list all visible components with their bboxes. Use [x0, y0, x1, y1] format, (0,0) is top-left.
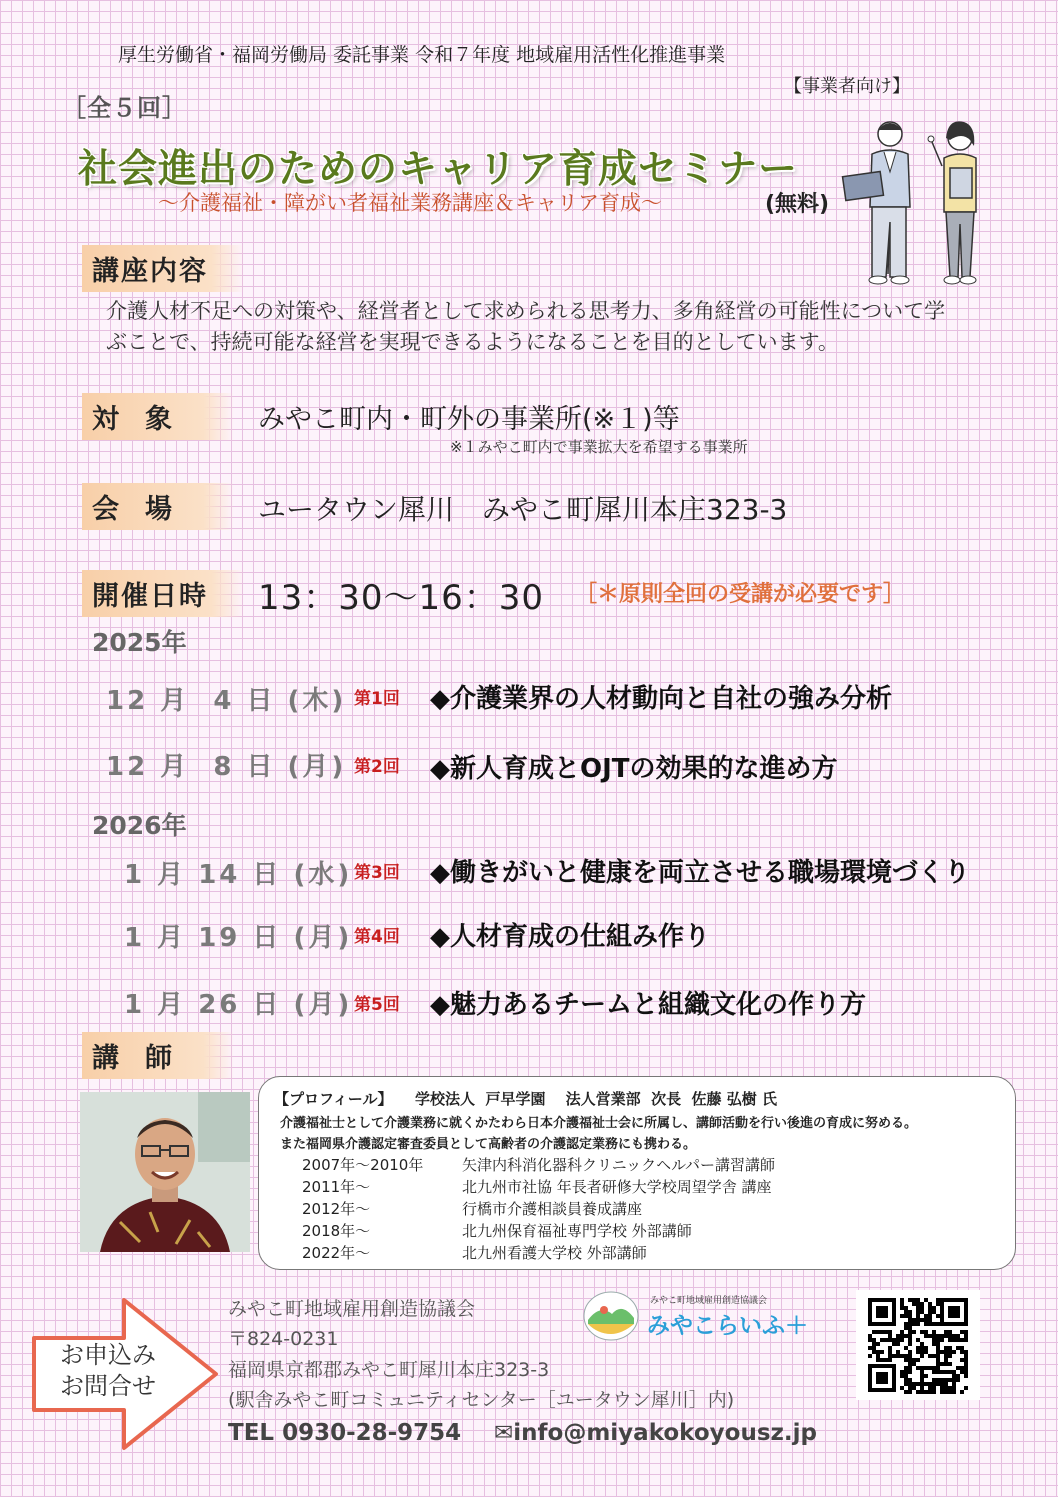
profile-text: 介護福祉士として介護業務に就くかたわら日本介護福祉士会に所属し、講師活動を行い後進の育成に努める。: [280, 1116, 918, 1131]
course-label: 講座内容: [82, 245, 244, 292]
session-number: 第1回: [354, 689, 400, 709]
teacher-photo: [80, 1092, 250, 1252]
session-number: 第3回: [354, 863, 400, 883]
session-title: ◆介護業界の人材動向と自社の強み分析: [430, 684, 892, 714]
year-2026: 2026年: [92, 811, 187, 840]
people-illustration: [838, 112, 998, 287]
org-address: 福岡県京都郡みやこ町犀川本庄323-3: [228, 1359, 550, 1381]
history-period: 2012年～: [302, 1200, 371, 1218]
history-period: 2007年～2010年: [302, 1156, 424, 1174]
logo-icon: [582, 1290, 640, 1342]
session-title: ◆人材育成の仕組み作り: [430, 922, 710, 952]
year-2025: 2025年: [92, 628, 187, 657]
history-desc: 矢津内科消化器科クリニックヘルパー講習講師: [462, 1156, 776, 1174]
schedule-label: 開催日時: [82, 570, 244, 617]
history-desc: 北九州看護大学校 外部講師: [462, 1244, 647, 1262]
org-name: みやこ町地域雇用創造協議会: [228, 1298, 476, 1320]
venue-text: ユータウン犀川 みやこ町犀川本庄323-3: [258, 493, 788, 526]
qr-code[interactable]: [856, 1290, 980, 1400]
session-title: ◆新人育成とOJTの効果的な進め方: [430, 754, 838, 784]
org-building: (駅舎みやこ町コミュニティセンター［ユータウン犀川］内): [228, 1389, 735, 1411]
apply-label: [48, 1340, 168, 1402]
session-number: 第5回: [354, 995, 400, 1015]
history-period: 2011年～: [302, 1178, 371, 1196]
logo-text: みやこらいふ＋: [647, 1313, 808, 1339]
session-title: ◆働きがいと健康を両立させる職場環境づくり: [430, 858, 970, 888]
audience-tag: 【事業者向け】: [784, 76, 910, 97]
sponsor-line: 厚生労働省・福岡労働局 委託事業 令和７年度 地域雇用活性化推進事業: [118, 44, 726, 66]
contact-email[interactable]: ✉info@miyakokoyousz.jp: [494, 1420, 817, 1446]
profile-text: また福岡県介護認定審査委員として高齢者の介護認定業務にも携わる。: [280, 1137, 697, 1152]
history-desc: 北九州保育福祉専門学校 外部講師: [462, 1222, 692, 1240]
page-title: 社会進出のためのキャリア育成セミナー: [78, 147, 799, 192]
schedule-time: 13：30～16：30: [258, 578, 545, 618]
free-tag: (無料): [765, 192, 830, 217]
target-note: ※１みやこ町内で事業拡大を希望する事業所: [450, 438, 748, 456]
history-period: 2018年～: [302, 1222, 371, 1240]
profile-header: 【プロフィール】 学校法人 戸早学園 法人営業部 次長 佐藤 弘樹 氏: [274, 1090, 778, 1108]
session-number: 第2回: [354, 757, 400, 777]
page-subtitle: ～介護福祉・障がい者福祉業務講座＆キャリア育成～: [158, 191, 662, 215]
target-text: みやこ町内・町外の事業所(※１)等: [258, 404, 680, 435]
contact-tel[interactable]: TEL 0930-28-9754: [228, 1420, 462, 1446]
history-desc: 行橋市介護相談員養成講座: [462, 1200, 643, 1218]
logo-caption: みやこ町地域雇用創造協議会: [650, 1296, 768, 1306]
history-period: 2022年～: [302, 1244, 371, 1262]
apply-line-2: お問合せ: [60, 1372, 156, 1400]
session-date: 1 月 26 日 (月): [124, 990, 353, 1020]
session-date: 1 月 19 日 (月): [124, 923, 353, 953]
session-title: ◆魅力あるチームと組織文化の作り方: [430, 990, 866, 1020]
session-date: 1 月 14 日 (水): [124, 860, 353, 890]
org-zip: 〒824-0231: [228, 1328, 339, 1350]
target-label: 対象: [82, 393, 234, 440]
session-number: 第4回: [354, 927, 400, 947]
apply-line-1: お申込み: [60, 1341, 156, 1369]
teacher-label: 講師: [82, 1032, 234, 1079]
session-count: ［全５回］: [62, 94, 187, 122]
venue-label: 会場: [82, 483, 234, 530]
session-date: 12 月 4 日 (木): [106, 686, 347, 716]
course-description: 介護人材不足への対策や、経営者として求められる思考力、多角経営の可能性について学ぶことで、持続可能な経営を実現できるようになることを目的としています。: [106, 299, 946, 354]
session-date: 12 月 8 日 (月): [106, 752, 347, 782]
history-desc: 北九州市社協 年長者研修大学校周望学舎 講座: [462, 1178, 772, 1196]
schedule-note: ［＊原則全回の受講が必要です］: [575, 582, 906, 607]
